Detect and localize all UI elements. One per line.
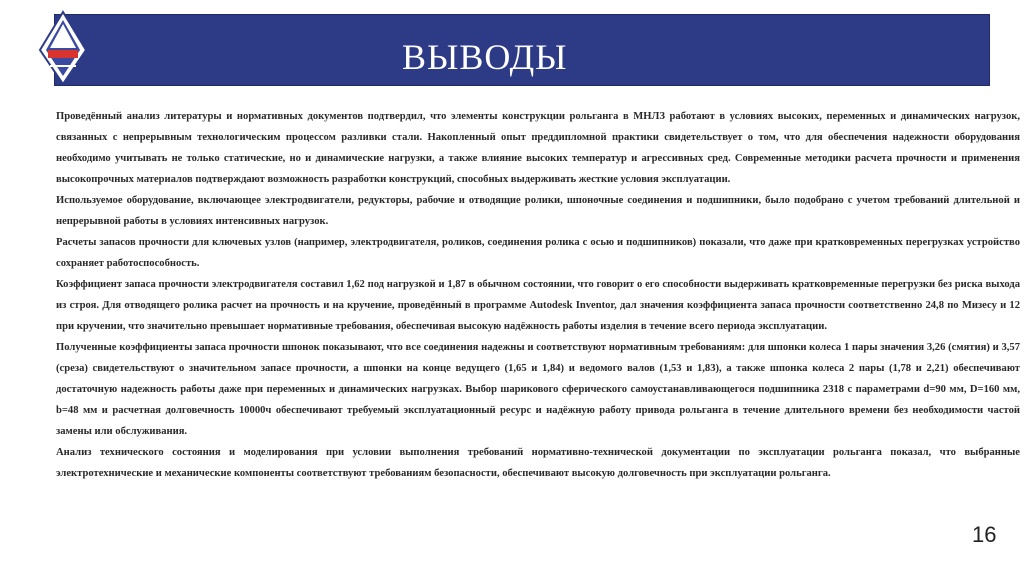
paragraph: Используемое оборудование, включающее электродвигатели, редукторы, рабочие и отводящие ролики, шпоночные соединения и подшипники, было подобрано с учетом требований длительной и непрерывной работы в условиях интенсивных нагрузок. xyxy=(56,195,1020,227)
paragraph: Коэффициент запаса прочности электродвигателя составил 1,62 под нагрузкой и 1,87 в обычном состоянии, что говорит о его способности выдерживать кратковременные перегрузки без риска выхода из строя. Для отводящего ролика расчет на прочность и на кручение, проведённый в программе Autodesk Inventor, дал значения коэффициента запаса прочности соответственно 24,8 по Мизесу и 12 при кручении, что значительно превышает нормативные требования, обеспечивая высокую надёжность работы изделия в течение всего периода эксплуатации. xyxy=(56,279,1020,332)
slide-body xyxy=(56,106,1020,484)
slide-title: ВЫВОДЫ xyxy=(402,37,568,77)
page-number: 16 xyxy=(972,522,997,547)
paragraph: Расчеты запасов прочности для ключевых узлов (например, электродвигателя, роликов, соединения ролика с осью и подшипников) показали, что даже при кратковременных перегрузках устройство сохраняет работоспособность. xyxy=(56,237,1020,269)
university-logo-icon xyxy=(38,10,88,86)
paragraph: Полученные коэффициенты запаса прочности шпонок показывают, что все соединения надежны и соответствуют нормативным требованиям: для шпонки колеса 1 пары значения 3,26 (смятия) и 3,57 (среза) свидетельствуют о значительном запасе прочности, а шпонки на конце ведущего (1,65 и 1,84) и ведомого валов (1,53 и 1,83), а также шпонка колеса 2 пары (1,78 и 2,21) обеспечивают достаточную надежность работы даже при переменных и динамических нагрузках. Выбор шарикового сферического самоустанавливающегося подшипника 2318 с параметрами d=90 мм, D=160 мм, b=48 мм и расчетная долговечность 10000ч обеспечивают требуемый эксплуатационный ресурс и надёжную работу привода рольганга в течение длительного времени без необходимости частой замены или обслуживания. xyxy=(56,342,1020,437)
paragraph: Анализ технического состояния и моделирования при условии выполнения требований нормативно-технической документации по эксплуатации рольганга показал, что выбранные электротехнические и механические компоненты соответствуют требованиям безопасности, обеспечивают высокую долговечность при эксплуатации рольганга. xyxy=(56,447,1020,479)
paragraph: Проведённый анализ литературы и нормативных документов подтвердил, что элементы конструкции рольганга в МНЛЗ работают в условиях высоких, переменных и динамических нагрузок, связанных с непрерывным технологическим процессом разливки стали. Накопленный опыт преддипломной практики свидетельствует о том, что для обеспечения надежности оборудования необходимо учитывать не только статические, но и динамические нагрузки, а также влияние высоких температур и агрессивных сред. Современные методики расчета прочности и применения высокопрочных материалов подтверждают возможность разработки конструкций, способных выдерживать жесткие условия эксплуатации. xyxy=(56,111,1020,185)
